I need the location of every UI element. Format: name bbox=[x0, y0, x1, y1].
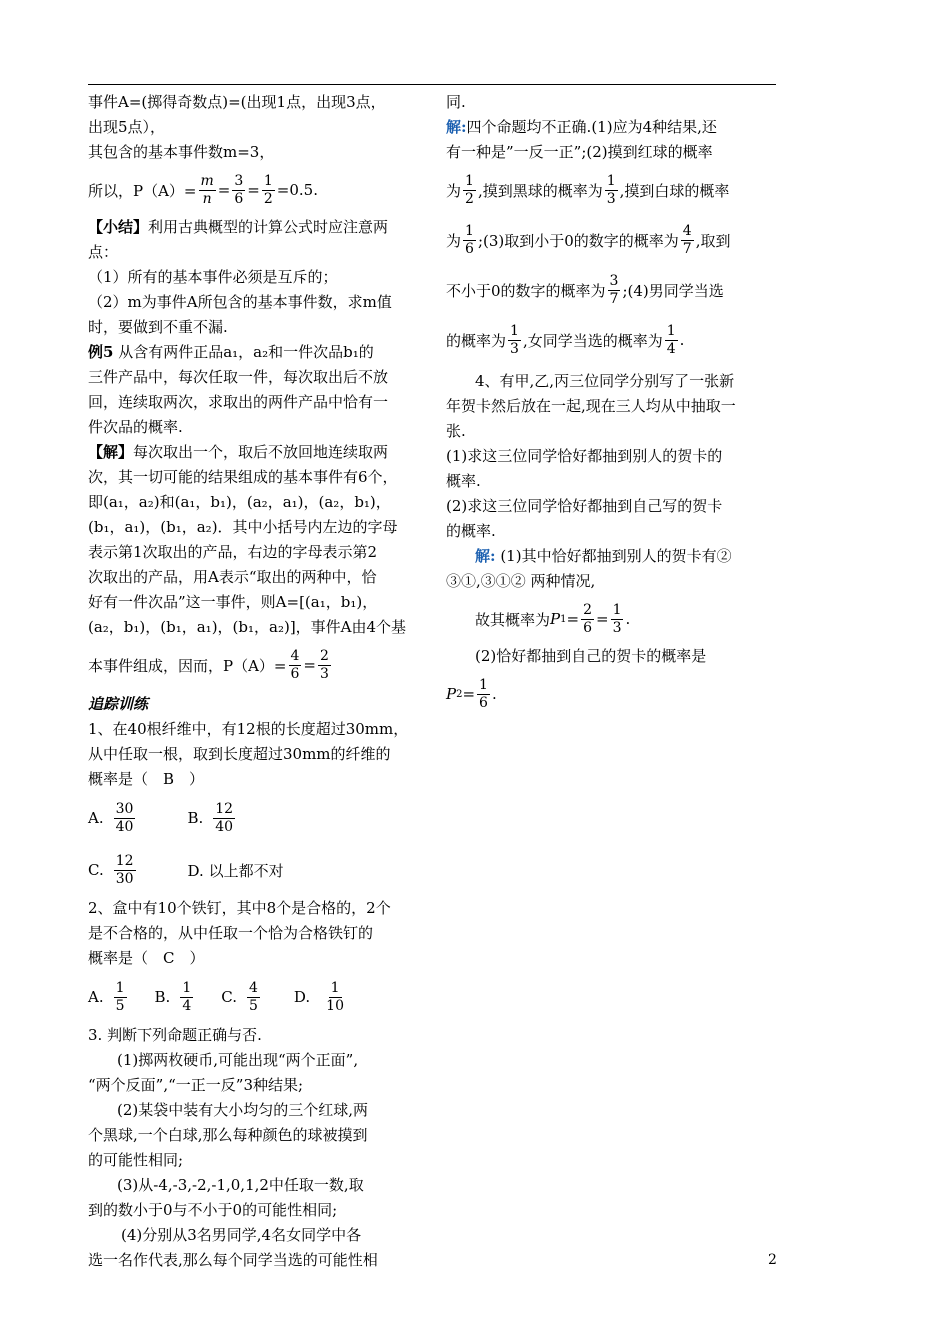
answer-tag: 解: bbox=[446, 118, 467, 136]
text-line: 个黑球,一个白球,那么每种颜色的球被摸到 bbox=[88, 1126, 368, 1144]
text-line: 的可能性相同; bbox=[88, 1151, 184, 1169]
probability-formula: 所以，P（A）= $\frac{m}{n}$ = $\frac{3}{6}$ = $\frac{1}{2}$ =0.5. bbox=[88, 172, 318, 207]
option-row bbox=[88, 971, 424, 1023]
fraction: $\frac{2}{3}$ bbox=[320, 647, 329, 682]
header-rule bbox=[88, 84, 776, 85]
fraction: $\frac{3}{7}$ bbox=[609, 272, 619, 307]
fraction: $\frac{12}{40}$ bbox=[215, 800, 234, 835]
text-line: （2）m为事件A所包含的基本事件数，求m值 bbox=[88, 293, 392, 311]
fraction: $\frac{1}{3}$ bbox=[510, 322, 519, 357]
text-line: 事件A=(掷得奇数点)=(出现1点，出现3点， bbox=[88, 93, 386, 111]
text-line: (1)掷两枚硬币,可能出现“两个正面”, bbox=[117, 1051, 359, 1069]
fraction: $\frac{1}{3}$ bbox=[612, 601, 622, 636]
summary-tag: 【小结】 bbox=[88, 218, 149, 236]
page-number: 2 bbox=[768, 1252, 777, 1268]
fraction: $\frac{1}{6}$ bbox=[479, 676, 488, 711]
fraction: $\frac{3}{6}$ bbox=[234, 172, 244, 207]
option-label: C. bbox=[88, 861, 104, 879]
text-line: (2)某袋中装有大小均匀的三个红球,两 bbox=[117, 1101, 369, 1119]
formula-line: 为 $\frac{1}{2}$ ,摸到黑球的概率为 $\frac{1}{3}$ ,摸到白球的概率 bbox=[446, 172, 730, 207]
option-label: C. bbox=[221, 988, 237, 1006]
fraction: $\frac{1}{4}$ bbox=[666, 322, 676, 357]
fraction: $\frac{4}{5}$ bbox=[248, 979, 258, 1014]
fraction: $\frac{1}{5}$ bbox=[115, 979, 125, 1014]
formula-line: P 2 = $\frac{1}{6}$ . bbox=[446, 676, 497, 711]
text-line: 回，连续取两次，求取出的两件产品中恰有一 bbox=[88, 393, 389, 411]
option-label: A. bbox=[88, 809, 104, 827]
text-line: 3. 判断下列命题正确与否. bbox=[88, 1026, 262, 1044]
text-line: 的概率. bbox=[446, 522, 496, 540]
text-line: 三件产品中，每次任取一件，每次取出后不放 bbox=[88, 368, 389, 386]
text-line: 概率是（ B ） bbox=[88, 770, 205, 788]
fraction: $\frac{1}{2}$ bbox=[465, 172, 474, 207]
text-line: 次取出的产品，用A表示“取出的两种中，恰 bbox=[88, 568, 377, 586]
option-row bbox=[88, 844, 424, 896]
example-line: 例5 从含有两件正品a₁，a₂和一件次品b₁的 bbox=[88, 343, 374, 361]
answer-tag: 解: bbox=[475, 547, 496, 565]
solution-tag: 【解】 bbox=[88, 443, 134, 461]
text-line: (2)求这三位同学恰好都抽到自己写的贺卡 bbox=[446, 497, 723, 515]
option-label: D. 以上都不对 bbox=[187, 861, 284, 880]
text-line: 2、盒中有10个铁钉，其中8个是合格的，2个 bbox=[88, 899, 391, 917]
text: 本事件组成，因而，P（A）= bbox=[88, 656, 287, 675]
fraction: $\frac{12}{30}$ bbox=[115, 852, 134, 887]
text-line: 好有一件次品”这一事件，则A=[(a₁，b₁)， bbox=[88, 593, 378, 611]
text: 所以，P（A）= bbox=[88, 181, 197, 200]
fraction: $\frac{m}{n}$ bbox=[200, 172, 214, 207]
text-line: 4、有甲,乙,丙三位同学分别写了一张新 bbox=[475, 372, 735, 390]
fraction: $\frac{1}{10}$ bbox=[326, 979, 344, 1014]
text-line: (1)求这三位同学恰好都抽到别人的贺卡的 bbox=[446, 447, 723, 465]
fraction: $\frac{1}{4}$ bbox=[182, 979, 192, 1014]
fraction: $\frac{1}{6}$ bbox=[465, 222, 474, 257]
formula-line: 为 $\frac{1}{6}$ ;(3)取到小于0的数字的概率为 $\frac{4}{7}$ ,取到 bbox=[446, 222, 731, 257]
formula-line: 故其概率为 P 1 = $\frac{2}{6}$ = $\frac{1}{3}$ . bbox=[475, 601, 631, 636]
answer-line: 解: (1)其中恰好都抽到别人的贺卡有② bbox=[475, 547, 732, 565]
example-tag: 例5 bbox=[88, 343, 114, 361]
text-line: 即(a₁，a₂)和(a₁，b₁)，(a₂，a₁)，(a₂，b₁)， bbox=[88, 493, 391, 511]
text-line: 是不合格的，从中任取一个恰为合格铁钉的 bbox=[88, 924, 374, 942]
fraction: $\frac{2}{6}$ bbox=[583, 601, 592, 636]
formula-line: 不小于0的数字的概率为 $\frac{3}{7}$ ;(4)男同学当选 bbox=[446, 272, 724, 307]
fraction: $\frac{1}{3}$ bbox=[606, 172, 616, 207]
option-label: B. bbox=[187, 809, 204, 827]
text: =0.5. bbox=[276, 181, 318, 199]
text-line: (4)分别从3名男同学,4名女同学中各 bbox=[121, 1226, 362, 1244]
text-line: 到的数小于0与不小于0的可能性相同; bbox=[88, 1201, 338, 1219]
text-line: (2)恰好都抽到自己的贺卡的概率是 bbox=[475, 647, 707, 665]
text-line: (3)从-4,-3,-2,-1,0,1,2中任取一数,取 bbox=[117, 1176, 364, 1194]
solution-line: 【解】每次取出一个，取后不放回地连续取两 bbox=[88, 443, 389, 461]
fraction: $\frac{30}{40}$ bbox=[115, 800, 134, 835]
fraction: $\frac{4}{6}$ bbox=[290, 647, 300, 682]
text-line: 从中任取一根，取到长度超过30mm的纤维的 bbox=[88, 745, 391, 763]
fraction: $\frac{1}{2}$ bbox=[263, 172, 273, 207]
text-line: 1、在40根纤维中，有12根的长度超过30mm， bbox=[88, 720, 409, 738]
option-row bbox=[88, 792, 424, 844]
option-label: B. bbox=[154, 988, 171, 1006]
answer-line: 解:四个命题均不正确.(1)应为4种结果,还 bbox=[446, 118, 717, 136]
text-line: 概率. bbox=[446, 472, 481, 490]
left-column bbox=[88, 90, 424, 1273]
probability-formula: 本事件组成，因而，P（A）= $\frac{4}{6}$ = $\frac{2}{3}$ bbox=[88, 647, 329, 682]
right-column bbox=[446, 90, 776, 719]
summary-line: 【小结】利用古典概型的计算公式时应注意两 bbox=[88, 218, 389, 236]
text-line: 张. bbox=[446, 422, 466, 440]
text-line: 表示第1次取出的产品，右边的字母表示第2 bbox=[88, 543, 378, 561]
option-label: D. bbox=[293, 988, 311, 1006]
text-line: “两个反面”,“一正一反”3种结果; bbox=[88, 1076, 304, 1094]
section-title: 追踪训练 bbox=[88, 695, 149, 713]
text-line: 件次品的概率. bbox=[88, 418, 183, 436]
text-line: 概率是（ C ） bbox=[88, 949, 205, 967]
text-line: 其包含的基本事件数m=3， bbox=[88, 143, 275, 161]
text-line: 次，其一切可能的结果组成的基本事件有6个， bbox=[88, 468, 398, 486]
text-line: 年贺卡然后放在一起,现在三人均从中抽取一 bbox=[446, 397, 736, 415]
text-line: 时，要做到不重不漏. bbox=[88, 318, 228, 336]
option-label: A. bbox=[88, 988, 104, 1006]
text-line: 选一名作代表,那么每个同学当选的可能性相 bbox=[88, 1251, 378, 1269]
text-line: (b₁，a₁)，(b₁，a₂)．其中小括号内左边的字母 bbox=[88, 518, 398, 536]
text-line: (a₂，b₁)，(b₁，a₁)，(b₁，a₂)]，事件A由4个基 bbox=[88, 618, 407, 636]
text-line: ③①,③①② 两种情况, bbox=[446, 572, 596, 590]
text-line: （1）所有的基本事件必须是互斥的； bbox=[88, 268, 338, 286]
text-line: 出现5点）， bbox=[88, 118, 166, 136]
text-line: 有一种是”一反一正”;(2)摸到红球的概率 bbox=[446, 143, 713, 161]
formula-line: 的概率为 $\frac{1}{3}$ ,女同学当选的概率为 $\frac{1}{4}$ . bbox=[446, 322, 685, 357]
fraction: $\frac{4}{7}$ bbox=[682, 222, 692, 257]
text-line: 点： bbox=[88, 243, 119, 261]
text-line: 同. bbox=[446, 93, 466, 111]
